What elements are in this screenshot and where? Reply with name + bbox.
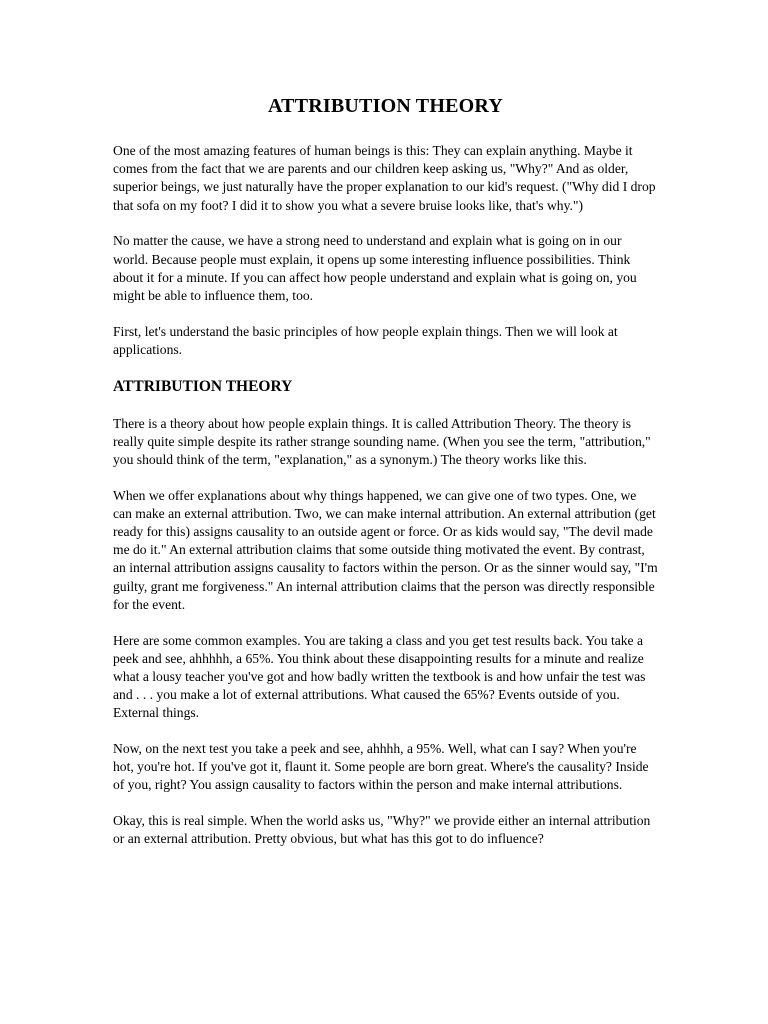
paragraph-section-3: Here are some common examples. You are taking a class and you get test results back. You take a peek and see, ahhhhh, a 65%. You think about these disappointing results for a minute and realize what a lousy teacher you've got and how badly written the textbook is and how unfair the test was and . . . you make a lot of external attributions. What caused the 65%? Events outside of you. External things. xyxy=(113,632,646,721)
paragraph-intro-3: First, let's understand the basic principles of how people explain things. Then we will look at applications. xyxy=(113,323,618,357)
paragraph-section-5: Okay, this is real simple. When the world asks us, "Why?" we provide either an internal attribution or an external attribution. Pretty obvious, but what has this got to do influence? xyxy=(113,813,651,847)
paragraph-intro-2: No matter the cause, we have a strong need to understand and explain what is going on in our world. Because people must explain, it opens up some interesting influence possibilities. Think about it for a minute. If you can affect how people understand and explain what is going on, you might be able to influence them, too. xyxy=(113,233,637,303)
document-title: ATTRIBUTION THEORY xyxy=(268,95,503,117)
paragraph-section-2: When we offer explanations about why things happened, we can give one of two types. One, we can make an external attribution. Two, we can make internal attribution. An external attribution (get ready for this) assigns causality to an outside agent or force. Or as kids would say, "The devil made me do it." An external attribution claims that some outside thing motivated the event. By contrast, an internal attribution assigns causality to factors within the person. Or as the sinner would say, "I'm guilty, grant me forgiveness." An internal attribution claims that the person was directly responsible for the event. xyxy=(113,487,658,612)
paragraph-section-4: Now, on the next test you take a peek and see, ahhhh, a 95%. Well, what can I say? When you're hot, you're hot. If you've got it, flaunt it. Some people are born great. Where's the causality? Inside of you, right? You assign causality to factors within the person and make internal attributions. xyxy=(113,741,649,793)
paragraph-section-1: There is a theory about how people explain things. It is called Attribution Theory. The theory is really quite simple despite its rather strange sounding name. (When you see the term, "attribution," you should think of the term, "explanation," as a synonym.) The theory works like this. xyxy=(113,415,651,467)
document-page xyxy=(113,92,658,866)
paragraph-intro-1: One of the most amazing features of human beings is this: They can explain anything. Maybe it comes from the fact that we are parents and our children keep asking us, "Why?" And as older, superior beings, we just naturally have the proper explanation to our kid's request. ("Why did I drop that sofa on my foot? I did it to show you what a severe bruise looks like, that's why.") xyxy=(113,143,656,213)
section-heading: ATTRIBUTION THEORY xyxy=(113,377,293,395)
